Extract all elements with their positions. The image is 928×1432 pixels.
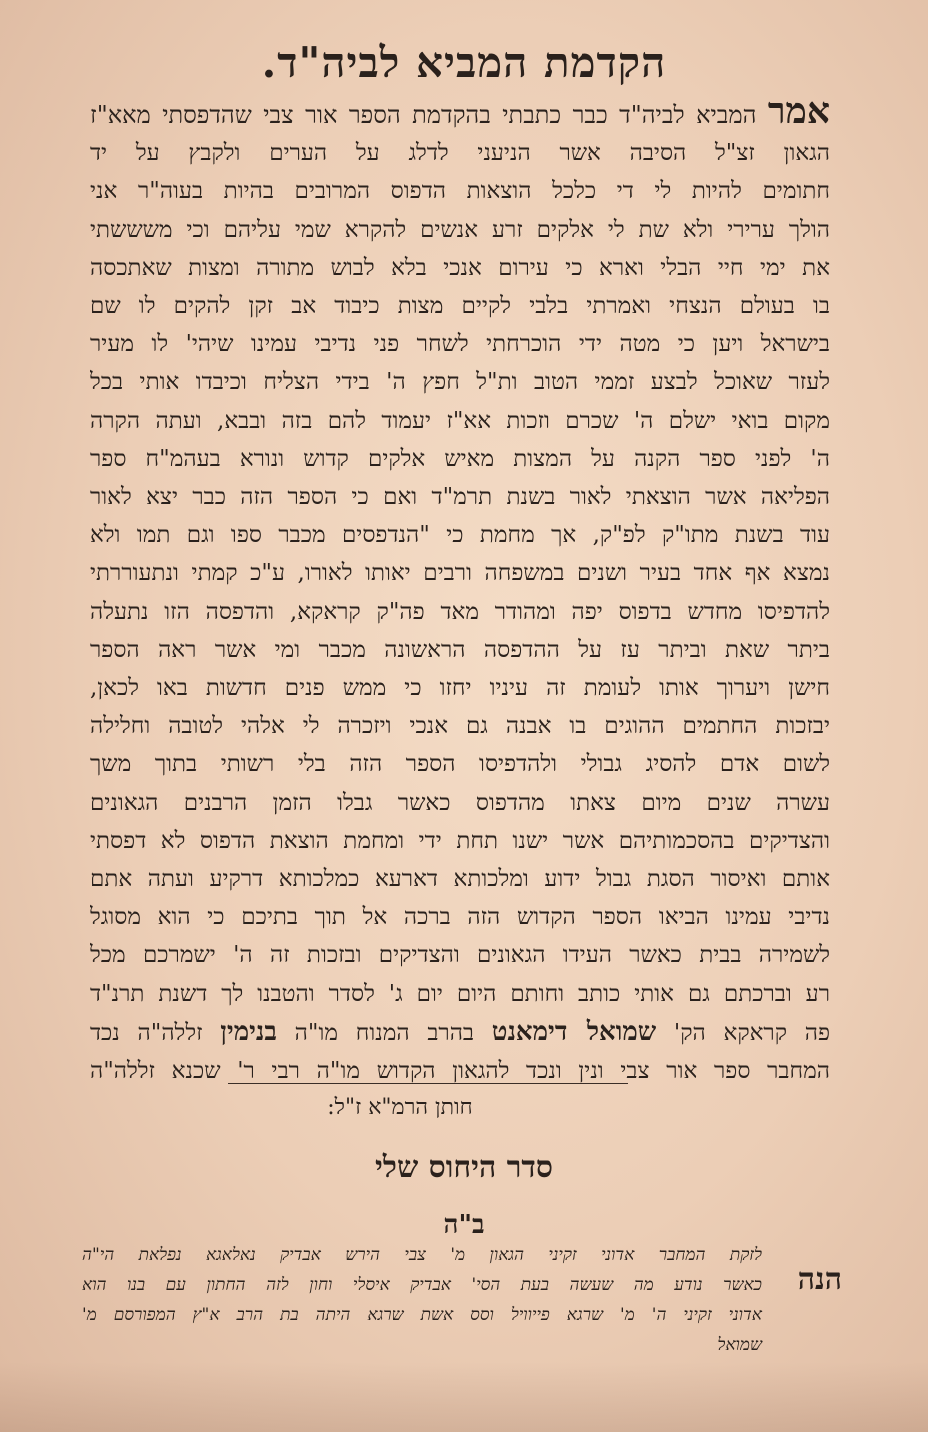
text-line: לשום אדם להסיג גבולי ולהדפיסו הספר הזה בלי רשותי בתוך משך [90, 751, 830, 778]
bh-heading: ב"ה [443, 1210, 485, 1240]
text-line: אדוני זקיני ה' מ' שרגא פייוויל וסס אשת שרגא היתה בת הרב א"ץ המפורסם מ' [82, 1305, 762, 1325]
signature-line [90, 1013, 830, 1052]
text-line: את ימי חיי הבלי וארא כי עירום אנכי בלא לבוש מתורה ומצות שאתכסה [90, 254, 830, 281]
closing-line: חותן הרמ"א ז"ל: [327, 1095, 473, 1121]
text-line: עוד בשנת מתו"ק לפ"ק, אך מחמת כי "הנדפסים מכבר ספו וגם תמו ולא [90, 522, 830, 549]
divider-rule [228, 1083, 628, 1084]
signature-father-title: בהרב המנוח מו"ה [294, 1019, 475, 1046]
text-line: חתומים להיות לי די כלכל הוצאות הדפוס המרובים בהיות בעוה"ר אני [90, 178, 830, 205]
text-line: לעזר שאוכל לבצע זממי הטוב ות"ל חפץ ה' בידי הצליח וכיבדו אותי בכל [90, 369, 830, 396]
text-line [90, 92, 830, 134]
text-line: הגאון זצ"ל הסיבה אשר הניעני לדלג על הערים ולקבץ על יד [90, 140, 830, 167]
text-line: שמואל [717, 1335, 762, 1355]
text-line: נדיבי עמינו הביאו הספר הקדוש הזה ברכה אל תוך בתיכם כי הוא מסוגל [90, 904, 830, 931]
text-line: להדפיסו מחדש בדפוס יפה ומהודר מאד פה"ק קראקא, והדפסה הזו נתעלה [90, 598, 830, 625]
signature-name: שמואל דימאנט [491, 1016, 657, 1047]
signature-father-name: בנימין [220, 1016, 277, 1047]
signature-suffix: זללה"ה נכד [90, 1019, 203, 1046]
text-line: מקום בואי ישלם ה' שכרם וזכות אא"ז יעמוד להם בזה ובבא, ועתה הקרה [90, 407, 830, 434]
text-line: ה' לפני ספר הקנה על המצות מאיש אלקים קדוש ונורא בעהמ"ח ספר [90, 445, 830, 472]
text-line: אותם ואיסור הסגת גבול ידוע ומלכותא דארעא כמלכותא דרקיע ועתה אתם [90, 866, 830, 893]
introduction-paragraph [90, 92, 830, 1126]
text-line: המחבר ספר אור צבי ונין ונכד להגאון הקדוש מו"ה רבי ר' שכנא זללה"ה [90, 1058, 830, 1085]
text-line: לזקת המחבר אדוני זקיני הגאון מ' צבי הירש אבדיק נאלאגא נפלאת הי"ה [82, 1245, 762, 1265]
text-line-rest: המביא לביה"ד כבר כתבתי בהקדמת הספר אור צבי שהדפסתי מאא"ז [90, 101, 757, 129]
page-shadow [0, 1362, 928, 1432]
text-line: והצדיקים בהסכמותיהם אשר ישנו תחת ידי ומחמת הוצאת הדפוס לא דפסתי [90, 827, 830, 854]
opening-word: אמר [767, 92, 830, 132]
text-line: יבזכות החתמים ההוגים בו אבנה גם אנכי ויזכרה לי אלהי לטובה וחלילה [90, 713, 830, 740]
text-line: ביתר שאת וביתר עז על ההדפסה הראשונה מכבר ומי אשר ראה הספר [90, 636, 830, 663]
text-line: חישן ויערוך אותו לעומת זה עיניו יחזו כי ממש פנים חדשות באו לכאן, [90, 675, 830, 702]
signature-place: פה קראקא הק' [673, 1019, 830, 1046]
text-line: כאשר נודע מה שעשה בעת הסי' אבדיק איסלי וחון לזה החתון עם בנו הוא [82, 1275, 762, 1295]
section-heading: סדר היחוס שלי [375, 1150, 553, 1185]
text-line: נמצא אף אחד בעיר ושנים במשפחה ורבים יאותו לאורו, ע"כ קמתי ונתעוררתי [90, 560, 830, 587]
text-line: רע וברכתם גם אותי כותב וחותם היום יום ג' לסדר והטבנו לך דשנת תרנ"ד [90, 980, 830, 1007]
text-line: הולך ערירי ולא שת לי אלקים זרע אנשים להקרא שמי עליהם וכי משששתי [90, 216, 830, 243]
text-line: הפליאה אשר הוצאתי לאור בשנת תרמ"ד ואם כי הספר הזה כבר יצא לאור [90, 484, 830, 511]
lineage-paragraph [82, 1240, 842, 1360]
page-title: הקדמת המביא לביה"ד. [261, 38, 667, 87]
text-line: עשרה שנים מיום צאתו מהדפוס כאשר גבלו הזמן הרבנים הגאונים [90, 789, 830, 816]
text-line: בו בעולם הנצחי ואמרתי בלבי לקיים מצות כיבוד אב זקן להקים לו שם [90, 293, 830, 320]
text-line: לשמירה בבית כאשר העידו הגאונים והצדיקים ובזכות זה ה' ישמרכם מכל [90, 942, 830, 969]
opening-word: הנה [797, 1262, 842, 1297]
text-line: בישראל ויען כי מטה ידי הוכרחתי לשחר פני נדיבי עמינו שיהי' לו מעיר [90, 331, 830, 358]
